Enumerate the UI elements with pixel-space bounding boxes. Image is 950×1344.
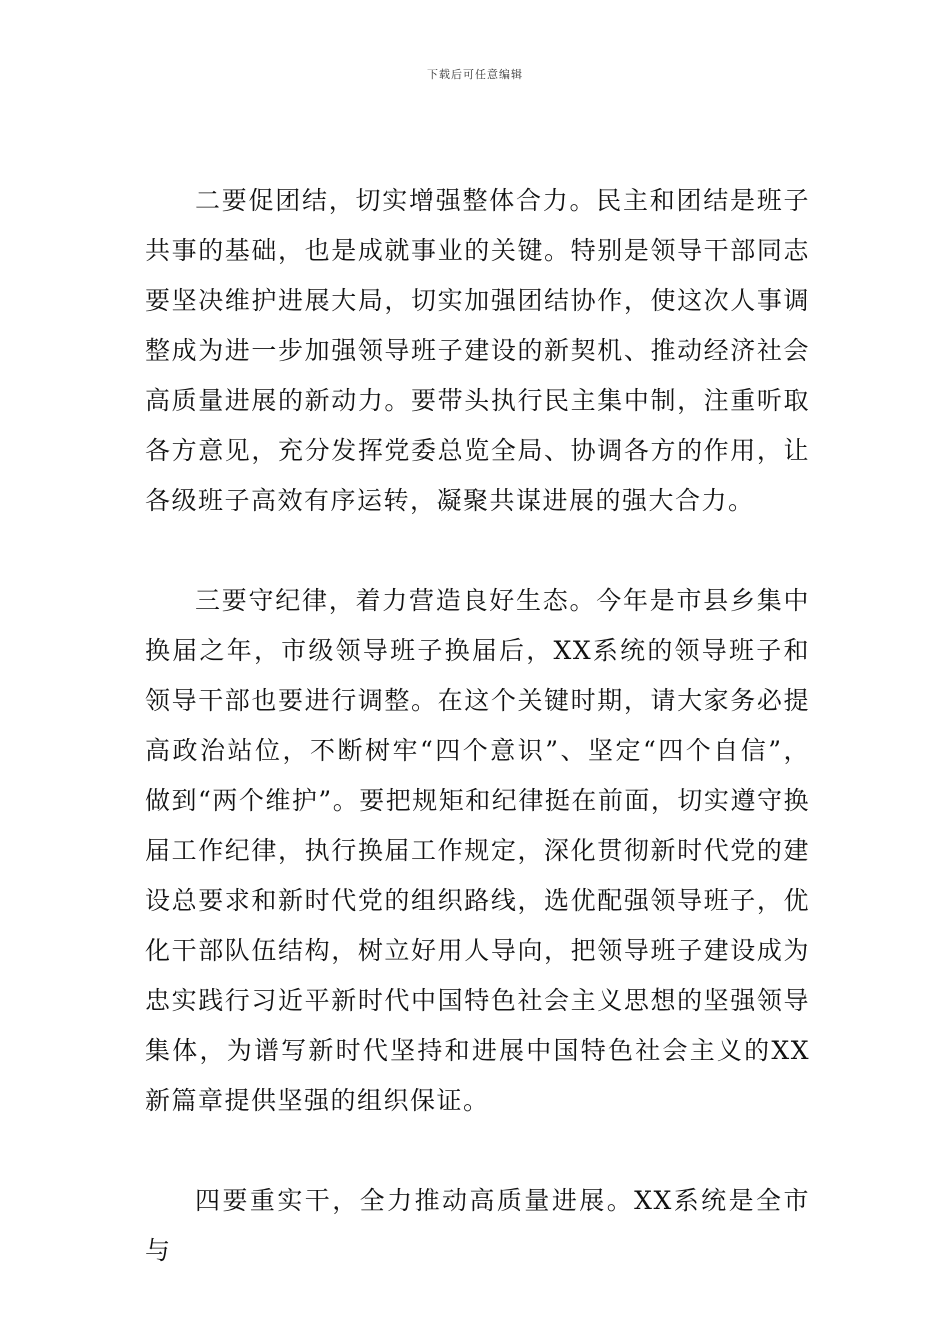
- paragraph-unity: 二要促团结，切实增强整体合力。民主和团结是班子共事的基础，也是成就事业的关键。特别是领导干部同志要坚决维护进展大局，切实加强团结协作，使这次人事调整成为进一步加强领导班子建设的新契机、推动经济社会高质量进展的新动力。要带头执行民主集中制，注重听取各方意见，充分发挥党委总览全局、协调各方的作用，让各级班子高效有序运转，凝聚共谋进展的强大合力。: [145, 186, 810, 515]
- paragraph-discipline: 三要守纪律，着力营造良好生态。今年是市县乡集中换届之年，市级领导班子换届后，XX系统的领导班子和领导干部也要进行调整。在这个关键时期，请大家务必提高政治站位，不断树牢“四个意识”、坚定“四个自信”，做到“两个维护”。要把规矩和纪律挺在前面，切实遵守换届工作纪律，执行换届工作规定，深化贯彻新时代党的建设总要求和新时代党的组织路线，选优配强领导班子，优化干部队伍结构，树立好用人导向，把领导班子建设成为忠实践行习近平新时代中国特色社会主义思想的坚强领导集体，为谱写新时代坚持和进展中国特色社会主义的XX新篇章提供坚强的组织保证。: [145, 586, 810, 1115]
- header-note: 下载后可任意编辑: [427, 68, 523, 81]
- paragraph-practical-work: 四要重实干，全力推动高质量进展。XX系统是全市与: [145, 1186, 810, 1265]
- document-body: [145, 176, 810, 1276]
